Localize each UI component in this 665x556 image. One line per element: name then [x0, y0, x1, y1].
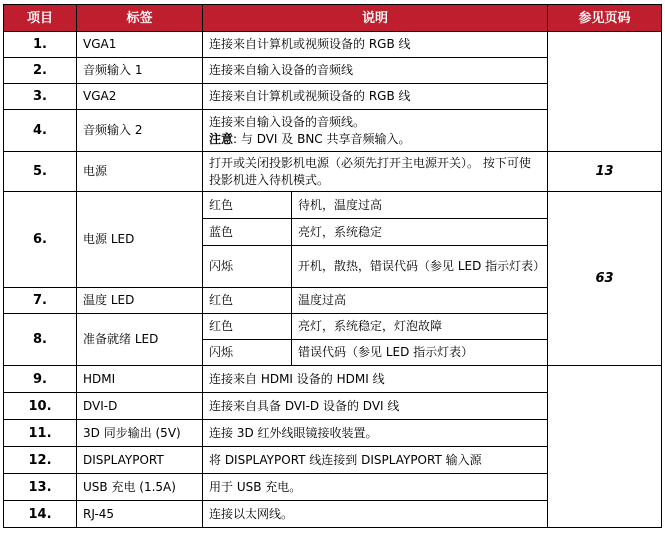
- item-number: 7.: [4, 288, 77, 314]
- item-number: 10.: [4, 393, 77, 420]
- table-row: [4, 32, 662, 58]
- connector-spec-table: [3, 4, 662, 528]
- item-label: 音频输入 2: [77, 110, 203, 152]
- led-meaning: 亮灯，系统稳定，灯泡故障: [292, 314, 548, 340]
- item-label: VGA1: [77, 32, 203, 58]
- item-number: 8.: [4, 314, 77, 366]
- item-description: [203, 110, 548, 152]
- item-description: 连接来自输入设备的音频线: [203, 58, 548, 84]
- led-state: 红色: [203, 314, 292, 340]
- header-row: [4, 5, 662, 32]
- page-ref: 13: [548, 152, 662, 192]
- item-label: 温度 LED: [77, 288, 203, 314]
- item-number: 13.: [4, 474, 77, 501]
- table-row: [4, 366, 662, 393]
- item-label: 准备就绪 LED: [77, 314, 203, 366]
- item-description: 将 DISPLAYPORT 线连接到 DISPLAYPORT 输入源: [203, 447, 548, 474]
- header-page: 参见页码: [548, 5, 662, 32]
- table-row: [4, 192, 662, 219]
- item-description: 连接 3D 红外线眼镜接收装置。: [203, 420, 548, 447]
- led-state: 红色: [203, 288, 292, 314]
- item-number: 1.: [4, 32, 77, 58]
- note-line: [209, 131, 541, 148]
- item-number: 2.: [4, 58, 77, 84]
- item-number: 3.: [4, 84, 77, 110]
- item-description: 用于 USB 充电。: [203, 474, 548, 501]
- item-label: HDMI: [77, 366, 203, 393]
- led-meaning: 开机，散热，错误代码（参见 LED 指示灯表）: [292, 246, 548, 288]
- table-row: [4, 152, 662, 192]
- description-line: 连接来自输入设备的音频线。: [209, 114, 366, 129]
- led-state: 闪烁: [203, 340, 292, 366]
- item-description: 连接来自具备 DVI-D 设备的 DVI 线: [203, 393, 548, 420]
- item-label: 3D 同步输出 (5V): [77, 420, 203, 447]
- note-text: : 与 DVI 及 BNC 共享音频输入。: [233, 131, 411, 146]
- item-label: RJ-45: [77, 501, 203, 528]
- item-label: USB 充电 (1.5A): [77, 474, 203, 501]
- item-number: 4.: [4, 110, 77, 152]
- item-label: 电源 LED: [77, 192, 203, 288]
- page-ref-empty: [548, 366, 662, 528]
- led-state: 蓝色: [203, 219, 292, 246]
- item-description: 连接来自计算机或视频设备的 RGB 线: [203, 84, 548, 110]
- item-description: 连接来自计算机或视频设备的 RGB 线: [203, 32, 548, 58]
- item-number: 14.: [4, 501, 77, 528]
- item-number: 11.: [4, 420, 77, 447]
- item-number: 6.: [4, 192, 77, 288]
- led-state: 闪烁: [203, 246, 292, 288]
- led-meaning: 温度过高: [292, 288, 548, 314]
- page-ref-empty: [548, 32, 662, 152]
- item-label: DVI-D: [77, 393, 203, 420]
- item-number: 5.: [4, 152, 77, 192]
- item-description: 连接以太网线。: [203, 501, 548, 528]
- item-label: DISPLAYPORT: [77, 447, 203, 474]
- page-ref: 63: [548, 192, 662, 366]
- item-number: 9.: [4, 366, 77, 393]
- item-label: VGA2: [77, 84, 203, 110]
- item-label: 电源: [77, 152, 203, 192]
- item-label: 音频输入 1: [77, 58, 203, 84]
- note-label: 注意: [209, 131, 234, 146]
- led-meaning: 待机，温度过高: [292, 192, 548, 219]
- header-description: 说明: [203, 5, 548, 32]
- item-description: 打开或关闭投影机电源（必须先打开主电源开关）。 按下可使投影机进入待机模式。: [203, 152, 548, 192]
- header-item: 项目: [4, 5, 77, 32]
- header-label: 标签: [77, 5, 203, 32]
- item-number: 12.: [4, 447, 77, 474]
- led-meaning: 错误代码（参见 LED 指示灯表）: [292, 340, 548, 366]
- item-description: 连接来自 HDMI 设备的 HDMI 线: [203, 366, 548, 393]
- led-meaning: 亮灯，系统稳定: [292, 219, 548, 246]
- led-state: 红色: [203, 192, 292, 219]
